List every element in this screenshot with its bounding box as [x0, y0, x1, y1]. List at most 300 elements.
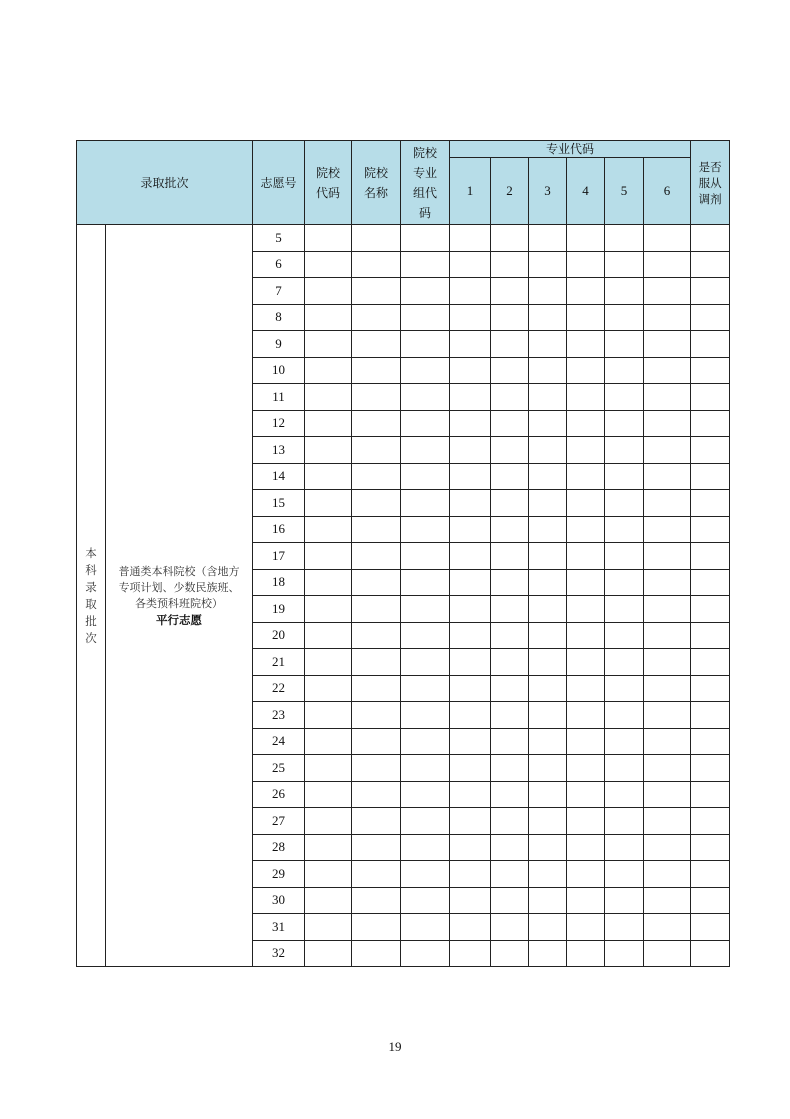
major-5-cell[interactable]: [605, 543, 644, 570]
school-name-cell[interactable]: [352, 225, 401, 252]
school-name-cell[interactable]: [352, 940, 401, 967]
major-3-cell[interactable]: [529, 622, 567, 649]
group-code-cell[interactable]: [401, 834, 450, 861]
major-3-cell[interactable]: [529, 569, 567, 596]
group-code-cell[interactable]: [401, 569, 450, 596]
major-5-cell[interactable]: [605, 225, 644, 252]
major-4-cell[interactable]: [567, 437, 605, 464]
major-2-cell[interactable]: [491, 569, 529, 596]
header-choice-no: 志愿号: [253, 141, 305, 225]
adjust-cell[interactable]: [691, 410, 730, 437]
adjust-cell[interactable]: [691, 940, 730, 967]
adjust-cell[interactable]: [691, 781, 730, 808]
school-code-cell[interactable]: [305, 543, 352, 570]
adjust-cell[interactable]: [691, 728, 730, 755]
major-3-cell[interactable]: [529, 861, 567, 888]
adjust-cell[interactable]: [691, 887, 730, 914]
school-code-cell[interactable]: [305, 728, 352, 755]
major-5-cell[interactable]: [605, 755, 644, 782]
major-6-cell[interactable]: [644, 808, 691, 835]
group-code-cell[interactable]: [401, 781, 450, 808]
group-code-cell[interactable]: [401, 384, 450, 411]
major-3-cell[interactable]: [529, 251, 567, 278]
major-6-cell[interactable]: [644, 861, 691, 888]
major-3-cell[interactable]: [529, 887, 567, 914]
adjust-cell[interactable]: [691, 861, 730, 888]
group-code-cell[interactable]: [401, 357, 450, 384]
adjust-cell[interactable]: [691, 914, 730, 941]
school-code-cell[interactable]: [305, 251, 352, 278]
major-1-cell[interactable]: [450, 649, 491, 676]
adjust-cell[interactable]: [691, 808, 730, 835]
school-name-cell[interactable]: [352, 304, 401, 331]
major-5-cell[interactable]: [605, 728, 644, 755]
school-name-cell[interactable]: [352, 596, 401, 623]
adjust-cell[interactable]: [691, 516, 730, 543]
school-code-cell[interactable]: [305, 702, 352, 729]
school-name-cell[interactable]: [352, 251, 401, 278]
major-2-cell[interactable]: [491, 728, 529, 755]
major-3-cell[interactable]: [529, 357, 567, 384]
major-6-cell[interactable]: [644, 596, 691, 623]
adjust-cell[interactable]: [691, 702, 730, 729]
school-name-cell[interactable]: [352, 702, 401, 729]
group-code-cell[interactable]: [401, 437, 450, 464]
batch-description-line: 专项计划、少数民族班、: [118, 580, 240, 594]
header-school-name: [352, 141, 401, 225]
major-6-cell[interactable]: [644, 675, 691, 702]
school-code-cell[interactable]: [305, 278, 352, 305]
major-6-cell[interactable]: [644, 781, 691, 808]
major-1-cell[interactable]: [450, 331, 491, 358]
adjust-cell[interactable]: [691, 278, 730, 305]
major-4-cell[interactable]: [567, 331, 605, 358]
major-4-cell[interactable]: [567, 543, 605, 570]
major-5-cell[interactable]: [605, 304, 644, 331]
batch-label-char: 次: [85, 630, 97, 645]
adjust-cell[interactable]: [691, 384, 730, 411]
school-name-cell[interactable]: [352, 543, 401, 570]
major-2-cell[interactable]: [491, 914, 529, 941]
school-name-cell[interactable]: [352, 410, 401, 437]
major-5-cell[interactable]: [605, 490, 644, 517]
major-1-cell[interactable]: [450, 834, 491, 861]
major-1-cell[interactable]: [450, 543, 491, 570]
school-code-cell[interactable]: [305, 384, 352, 411]
major-1-cell[interactable]: [450, 887, 491, 914]
major-1-cell[interactable]: [450, 622, 491, 649]
group-code-cell[interactable]: [401, 304, 450, 331]
school-code-cell[interactable]: [305, 622, 352, 649]
school-code-cell[interactable]: [305, 914, 352, 941]
major-2-cell[interactable]: [491, 940, 529, 967]
group-code-cell[interactable]: [401, 940, 450, 967]
major-3-cell[interactable]: [529, 331, 567, 358]
major-6-cell[interactable]: [644, 410, 691, 437]
major-5-cell[interactable]: [605, 357, 644, 384]
school-code-cell[interactable]: [305, 940, 352, 967]
major-5-cell[interactable]: [605, 596, 644, 623]
major-2-cell[interactable]: [491, 622, 529, 649]
major-4-cell[interactable]: [567, 702, 605, 729]
major-3-cell[interactable]: [529, 516, 567, 543]
adjust-cell[interactable]: [691, 596, 730, 623]
major-2-cell[interactable]: [491, 887, 529, 914]
group-code-cell[interactable]: [401, 331, 450, 358]
adjust-cell[interactable]: [691, 834, 730, 861]
major-3-cell[interactable]: [529, 781, 567, 808]
school-code-cell[interactable]: [305, 781, 352, 808]
group-code-cell[interactable]: [401, 463, 450, 490]
choice-number: 11: [253, 384, 305, 411]
major-1-cell[interactable]: [450, 808, 491, 835]
major-6-cell[interactable]: [644, 887, 691, 914]
school-code-cell[interactable]: [305, 331, 352, 358]
major-5-cell[interactable]: [605, 463, 644, 490]
major-4-cell[interactable]: [567, 225, 605, 252]
school-name-cell[interactable]: [352, 278, 401, 305]
major-3-cell[interactable]: [529, 543, 567, 570]
major-1-cell[interactable]: [450, 755, 491, 782]
major-2-cell[interactable]: [491, 278, 529, 305]
major-6-cell[interactable]: [644, 622, 691, 649]
major-2-cell[interactable]: [491, 251, 529, 278]
major-5-cell[interactable]: [605, 331, 644, 358]
group-code-cell[interactable]: [401, 728, 450, 755]
major-1-cell[interactable]: [450, 225, 491, 252]
major-2-cell[interactable]: [491, 781, 529, 808]
major-3-cell[interactable]: [529, 225, 567, 252]
major-4-cell[interactable]: [567, 304, 605, 331]
major-1-cell[interactable]: [450, 410, 491, 437]
major-2-cell[interactable]: [491, 649, 529, 676]
school-code-cell[interactable]: [305, 304, 352, 331]
major-2-cell[interactable]: [491, 437, 529, 464]
group-code-cell[interactable]: [401, 887, 450, 914]
major-4-cell[interactable]: [567, 278, 605, 305]
major-3-cell[interactable]: [529, 490, 567, 517]
major-6-cell[interactable]: [644, 834, 691, 861]
major-6-cell[interactable]: [644, 543, 691, 570]
major-4-cell[interactable]: [567, 914, 605, 941]
major-3-cell[interactable]: [529, 808, 567, 835]
major-6-cell[interactable]: [644, 384, 691, 411]
major-4-cell[interactable]: [567, 622, 605, 649]
major-5-cell[interactable]: [605, 808, 644, 835]
major-3-cell[interactable]: [529, 675, 567, 702]
major-4-cell[interactable]: [567, 649, 605, 676]
major-1-cell[interactable]: [450, 702, 491, 729]
major-3-cell[interactable]: [529, 304, 567, 331]
major-2-cell[interactable]: [491, 808, 529, 835]
major-2-cell[interactable]: [491, 861, 529, 888]
major-1-cell[interactable]: [450, 596, 491, 623]
major-2-cell[interactable]: [491, 463, 529, 490]
major-3-cell[interactable]: [529, 463, 567, 490]
major-1-cell[interactable]: [450, 437, 491, 464]
major-4-cell[interactable]: [567, 516, 605, 543]
school-name-cell[interactable]: [352, 914, 401, 941]
group-code-cell[interactable]: [401, 755, 450, 782]
major-4-cell[interactable]: [567, 463, 605, 490]
school-name-cell[interactable]: [352, 357, 401, 384]
major-5-cell[interactable]: [605, 384, 644, 411]
major-4-cell[interactable]: [567, 861, 605, 888]
major-5-cell[interactable]: [605, 675, 644, 702]
major-4-cell[interactable]: [567, 834, 605, 861]
major-4-cell[interactable]: [567, 728, 605, 755]
choice-number: 14: [253, 463, 305, 490]
adjust-cell[interactable]: [691, 331, 730, 358]
group-code-cell[interactable]: [401, 225, 450, 252]
school-code-cell[interactable]: [305, 463, 352, 490]
major-5-cell[interactable]: [605, 702, 644, 729]
major-1-cell[interactable]: [450, 251, 491, 278]
major-1-cell[interactable]: [450, 304, 491, 331]
major-4-cell[interactable]: [567, 808, 605, 835]
school-code-cell[interactable]: [305, 649, 352, 676]
major-5-cell[interactable]: [605, 940, 644, 967]
major-4-cell[interactable]: [567, 781, 605, 808]
major-6-cell[interactable]: [644, 251, 691, 278]
major-2-cell[interactable]: [491, 410, 529, 437]
major-6-cell[interactable]: [644, 940, 691, 967]
school-code-cell[interactable]: [305, 516, 352, 543]
major-6-cell[interactable]: [644, 278, 691, 305]
school-code-cell[interactable]: [305, 437, 352, 464]
major-1-cell[interactable]: [450, 490, 491, 517]
major-5-cell[interactable]: [605, 887, 644, 914]
choice-number: 31: [253, 914, 305, 941]
major-3-cell[interactable]: [529, 914, 567, 941]
major-6-cell[interactable]: [644, 728, 691, 755]
school-code-cell[interactable]: [305, 861, 352, 888]
major-6-cell[interactable]: [644, 437, 691, 464]
group-code-cell[interactable]: [401, 702, 450, 729]
school-code-cell[interactable]: [305, 808, 352, 835]
major-4-cell[interactable]: [567, 887, 605, 914]
major-4-cell[interactable]: [567, 490, 605, 517]
major-5-cell[interactable]: [605, 410, 644, 437]
choice-number: 32: [253, 940, 305, 967]
major-1-cell[interactable]: [450, 569, 491, 596]
major-1-cell[interactable]: [450, 940, 491, 967]
major-3-cell[interactable]: [529, 940, 567, 967]
adjust-cell[interactable]: [691, 251, 730, 278]
major-1-cell[interactable]: [450, 463, 491, 490]
adjust-cell[interactable]: [691, 225, 730, 252]
group-code-cell[interactable]: [401, 490, 450, 517]
major-2-cell[interactable]: [491, 225, 529, 252]
adjust-cell[interactable]: [691, 357, 730, 384]
school-name-cell[interactable]: [352, 437, 401, 464]
school-name-cell[interactable]: [352, 675, 401, 702]
major-6-cell[interactable]: [644, 490, 691, 517]
adjust-cell[interactable]: [691, 304, 730, 331]
major-6-cell[interactable]: [644, 914, 691, 941]
major-5-cell[interactable]: [605, 914, 644, 941]
school-name-cell[interactable]: [352, 834, 401, 861]
major-3-cell[interactable]: [529, 649, 567, 676]
school-name-cell[interactable]: [352, 569, 401, 596]
major-6-cell[interactable]: [644, 569, 691, 596]
school-code-cell[interactable]: [305, 755, 352, 782]
school-name-cell[interactable]: [352, 887, 401, 914]
major-3-cell[interactable]: [529, 834, 567, 861]
group-code-cell[interactable]: [401, 278, 450, 305]
choice-number: 19: [253, 596, 305, 623]
major-6-cell[interactable]: [644, 463, 691, 490]
major-5-cell[interactable]: [605, 437, 644, 464]
major-2-cell[interactable]: [491, 755, 529, 782]
school-code-cell[interactable]: [305, 887, 352, 914]
major-4-cell[interactable]: [567, 675, 605, 702]
major-4-cell[interactable]: [567, 384, 605, 411]
school-code-cell[interactable]: [305, 675, 352, 702]
adjust-cell[interactable]: [691, 755, 730, 782]
group-code-cell[interactable]: [401, 861, 450, 888]
major-1-cell[interactable]: [450, 278, 491, 305]
school-code-cell[interactable]: [305, 490, 352, 517]
major-6-cell[interactable]: [644, 357, 691, 384]
major-2-cell[interactable]: [491, 357, 529, 384]
major-6-cell[interactable]: [644, 331, 691, 358]
group-code-cell[interactable]: [401, 543, 450, 570]
major-3-cell[interactable]: [529, 702, 567, 729]
school-name-cell[interactable]: [352, 808, 401, 835]
major-2-cell[interactable]: [491, 384, 529, 411]
group-code-cell[interactable]: [401, 516, 450, 543]
school-name-cell[interactable]: [352, 649, 401, 676]
major-1-cell[interactable]: [450, 675, 491, 702]
school-name-cell[interactable]: [352, 331, 401, 358]
school-code-cell[interactable]: [305, 834, 352, 861]
school-code-cell[interactable]: [305, 225, 352, 252]
major-4-cell[interactable]: [567, 940, 605, 967]
major-3-cell[interactable]: [529, 384, 567, 411]
major-5-cell[interactable]: [605, 781, 644, 808]
major-3-cell[interactable]: [529, 278, 567, 305]
major-4-cell[interactable]: [567, 755, 605, 782]
batch-label-char: 科: [85, 562, 97, 577]
major-2-cell[interactable]: [491, 304, 529, 331]
major-2-cell[interactable]: [491, 596, 529, 623]
school-name-cell[interactable]: [352, 463, 401, 490]
major-5-cell[interactable]: [605, 251, 644, 278]
major-1-cell[interactable]: [450, 357, 491, 384]
school-name-cell[interactable]: [352, 490, 401, 517]
school-name-cell[interactable]: [352, 861, 401, 888]
major-6-cell[interactable]: [644, 702, 691, 729]
choice-number: 10: [253, 357, 305, 384]
group-code-cell[interactable]: [401, 596, 450, 623]
major-3-cell[interactable]: [529, 437, 567, 464]
major-4-cell[interactable]: [567, 410, 605, 437]
major-6-cell[interactable]: [644, 516, 691, 543]
adjust-cell[interactable]: [691, 675, 730, 702]
major-2-cell[interactable]: [491, 331, 529, 358]
major-1-cell[interactable]: [450, 781, 491, 808]
header-text: 院校: [316, 165, 341, 180]
school-name-cell[interactable]: [352, 755, 401, 782]
major-1-cell[interactable]: [450, 728, 491, 755]
major-5-cell[interactable]: [605, 278, 644, 305]
major-5-cell[interactable]: [605, 516, 644, 543]
group-code-cell[interactable]: [401, 622, 450, 649]
group-code-cell[interactable]: [401, 410, 450, 437]
major-3-cell[interactable]: [529, 755, 567, 782]
major-2-cell[interactable]: [491, 490, 529, 517]
school-name-cell[interactable]: [352, 384, 401, 411]
group-code-cell[interactable]: [401, 914, 450, 941]
group-code-cell[interactable]: [401, 675, 450, 702]
adjust-cell[interactable]: [691, 463, 730, 490]
group-code-cell[interactable]: [401, 251, 450, 278]
header-major-code: 专业代码: [450, 141, 691, 158]
school-code-cell[interactable]: [305, 410, 352, 437]
adjust-cell[interactable]: [691, 437, 730, 464]
major-2-cell[interactable]: [491, 702, 529, 729]
adjust-cell[interactable]: [691, 490, 730, 517]
major-2-cell[interactable]: [491, 834, 529, 861]
major-6-cell[interactable]: [644, 225, 691, 252]
major-3-cell[interactable]: [529, 410, 567, 437]
major-5-cell[interactable]: [605, 569, 644, 596]
major-4-cell[interactable]: [567, 596, 605, 623]
batch-description-line: 各类预科班院校）: [135, 596, 223, 610]
school-code-cell[interactable]: [305, 357, 352, 384]
adjust-cell[interactable]: [691, 543, 730, 570]
header-text: 码: [419, 205, 432, 220]
group-code-cell[interactable]: [401, 649, 450, 676]
major-1-cell[interactable]: [450, 516, 491, 543]
batch-label: [77, 225, 106, 967]
school-name-cell[interactable]: [352, 781, 401, 808]
choice-number: 23: [253, 702, 305, 729]
major-5-cell[interactable]: [605, 649, 644, 676]
header-text: 代码: [316, 185, 341, 200]
major-2-cell[interactable]: [491, 516, 529, 543]
major-2-cell[interactable]: [491, 675, 529, 702]
batch-label-char: 取: [85, 596, 97, 611]
major-1-cell[interactable]: [450, 384, 491, 411]
major-4-cell[interactable]: [567, 357, 605, 384]
major-4-cell[interactable]: [567, 569, 605, 596]
school-name-cell[interactable]: [352, 728, 401, 755]
adjust-cell[interactable]: [691, 622, 730, 649]
major-6-cell[interactable]: [644, 304, 691, 331]
major-1-cell[interactable]: [450, 861, 491, 888]
major-5-cell[interactable]: [605, 834, 644, 861]
major-6-cell[interactable]: [644, 649, 691, 676]
school-code-cell[interactable]: [305, 596, 352, 623]
major-1-cell[interactable]: [450, 914, 491, 941]
adjust-cell[interactable]: [691, 569, 730, 596]
major-3-cell[interactable]: [529, 596, 567, 623]
school-name-cell[interactable]: [352, 622, 401, 649]
choice-number: 17: [253, 543, 305, 570]
group-code-cell[interactable]: [401, 808, 450, 835]
major-5-cell[interactable]: [605, 622, 644, 649]
major-6-cell[interactable]: [644, 755, 691, 782]
major-5-cell[interactable]: [605, 861, 644, 888]
major-4-cell[interactable]: [567, 251, 605, 278]
major-3-cell[interactable]: [529, 728, 567, 755]
school-code-cell[interactable]: [305, 569, 352, 596]
adjust-cell[interactable]: [691, 649, 730, 676]
school-name-cell[interactable]: [352, 516, 401, 543]
major-2-cell[interactable]: [491, 543, 529, 570]
